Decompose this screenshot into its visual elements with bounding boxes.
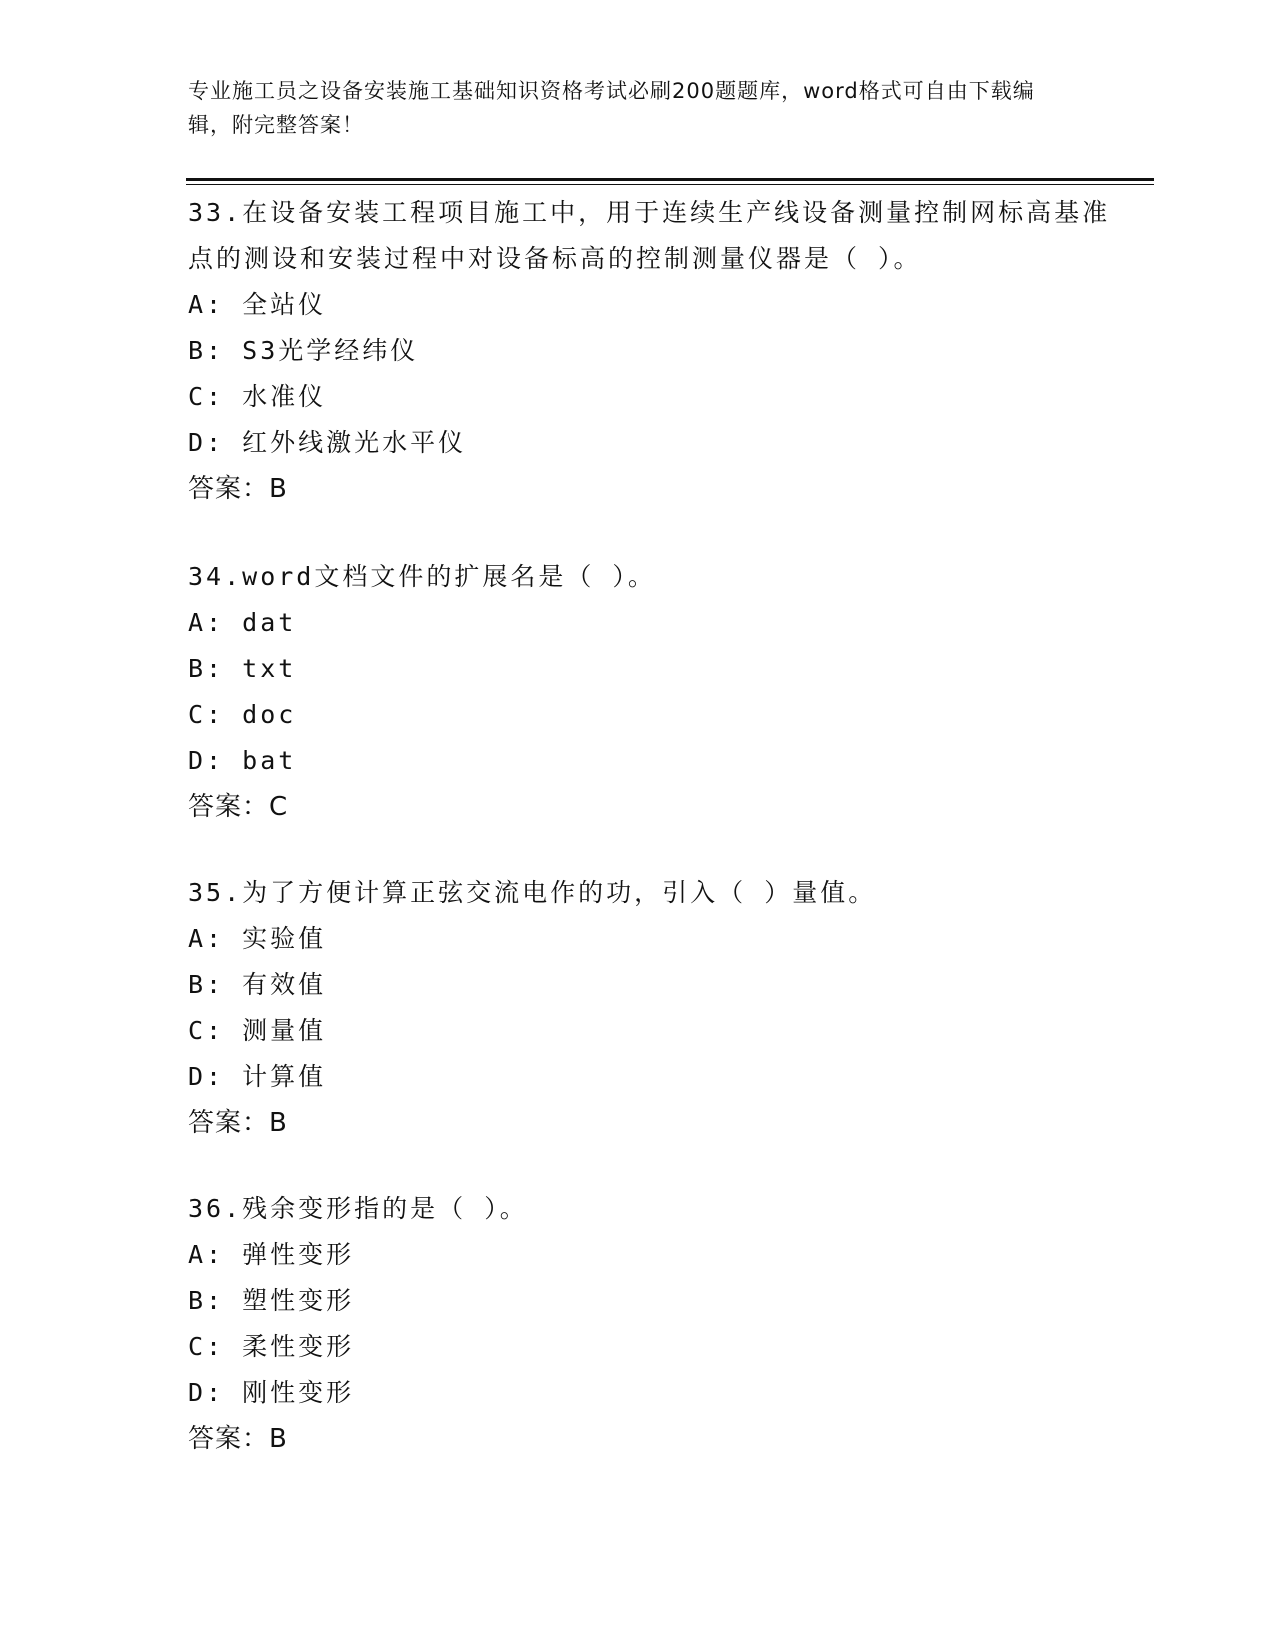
question-36: [188, 1186, 1138, 1462]
header-divider-thick: [186, 178, 1154, 181]
question-35: [188, 870, 1138, 1146]
option-a: A: dat: [188, 608, 297, 637]
header-divider-thin: [186, 184, 1154, 185]
question-stem: 34.word文档文件的扩展名是（ ）。: [188, 562, 656, 591]
option-b: B: txt: [188, 654, 297, 683]
option-d: D: 计算值: [188, 1062, 327, 1091]
option-d: D: 刚性变形: [188, 1378, 355, 1407]
option-b: B: 有效值: [188, 970, 327, 999]
answer-label: 答案：C: [188, 792, 289, 822]
option-c: C: 柔性变形: [188, 1332, 355, 1361]
option-b: B: S3光学经纬仪: [188, 336, 419, 365]
question-stem: 33.在设备安装工程项目施工中，用于连续生产线设备测量控制网标高基准点的测设和安装过程中对设备标高的控制测量仪器是（ ）。: [188, 198, 1111, 273]
option-a: A: 全站仪: [188, 290, 327, 319]
option-b: B: 塑性变形: [188, 1286, 355, 1315]
option-c: C: doc: [188, 700, 297, 729]
answer-label: 答案：B: [188, 474, 288, 504]
document-header: 专业施工员之设备安装施工基础知识资格考试必刷200题题库，word格式可自由下载编辑，附完整答案！: [188, 79, 1035, 137]
option-d: D: bat: [188, 746, 297, 775]
question-34: [188, 554, 1138, 830]
answer-label: 答案：B: [188, 1424, 288, 1454]
option-c: C: 测量值: [188, 1016, 327, 1045]
question-stem: 36.残余变形指的是（ ）。: [188, 1194, 528, 1223]
question-stem: 35.为了方便计算正弦交流电作的功，引入（ ）量值。: [188, 878, 877, 907]
answer-label: 答案：B: [188, 1108, 288, 1138]
option-a: A: 弹性变形: [188, 1240, 355, 1269]
option-a: A: 实验值: [188, 924, 327, 953]
question-33: [188, 190, 1138, 512]
option-d: D: 红外线激光水平仪: [188, 428, 467, 457]
option-c: C: 水准仪: [188, 382, 327, 411]
